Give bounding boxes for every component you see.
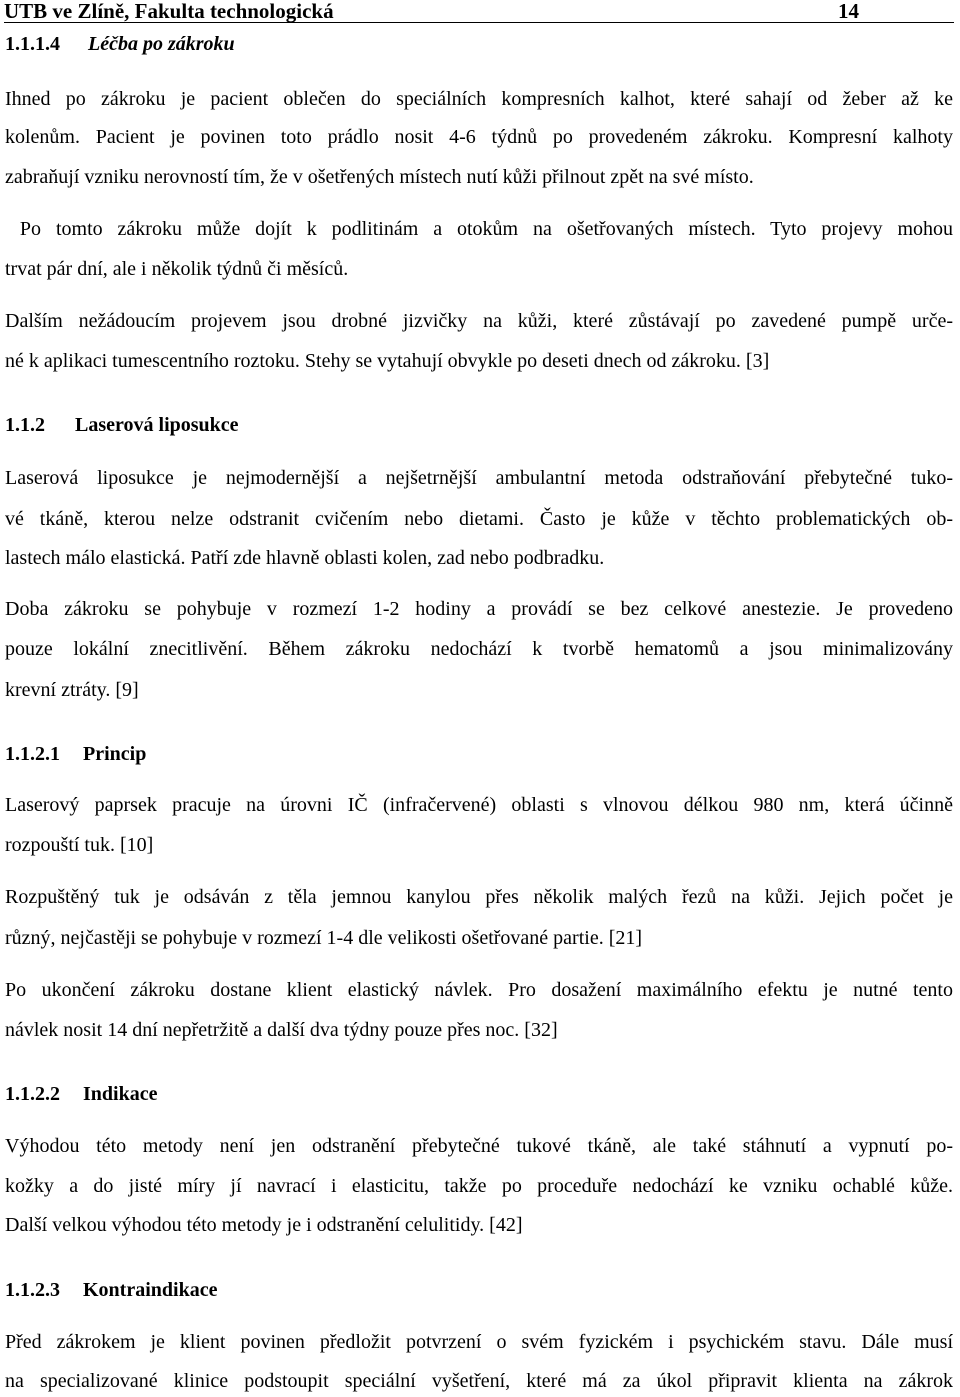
section-heading-1121 [5,741,146,767]
heading-number: 1.1.1.4 [5,33,60,55]
paragraph-line: Laserová liposukce je nejmodernější a nejšetrnější ambulantní metoda odstraňování přebytečné tuko- [5,467,953,489]
paragraph-line: různý, nejčastěji se pohybuje v rozmezí 1-4 dle velikosti ošetřované partie. [21] [5,927,643,949]
heading-title: Princip [83,743,147,765]
section-heading-1122 [5,1081,157,1107]
paragraph-line: Laserový paprsek pracuje na úrovni IČ (infračervené) oblasti s vlnovou délkou 980 nm, která účinně [5,794,953,816]
paragraph-line: Dalším nežádoucím projevem jsou drobné jizvičky na kůži, které zůstávají po zavedené pumpě urče- [5,310,953,332]
heading-title: Léčba po zákroku [88,33,235,55]
page-number: 14 [838,0,859,23]
paragraph-line: kožky a do jisté míry jí navrací i elasticitu, takže po proceduře nedochází ke vzniku ochablé kůže. [5,1175,953,1197]
paragraph-line: návlek nosit 14 dní nepřetržitě a další dva týdny pouze přes noc. [32] [5,1019,558,1041]
paragraph-line: zabraňují vzniku nerovností tím, že v ošetřených místech nutí kůži přilnout zpět na své místo. [5,166,754,188]
section-heading-1114 [5,31,235,57]
paragraph-line: rozpouští tuk. [10] [5,834,154,856]
paragraph-line: Po ukončení zákroku dostane klient elastický návlek. Pro dosažení maximálního efektu je nutné tento [5,979,953,1001]
paragraph-line: vé tkáně, kterou nelze odstranit cvičením nebo dietami. Často je kůže v těchto problematických ob- [5,508,953,530]
paragraph-line: na specializované klinice podstoupit speciální vyšetření, které má za úkol připravit klienta na zákrok [5,1370,953,1392]
paragraph-line: Ihned po zákroku je pacient oblečen do speciálních kompresních kalhot, které sahají od žeber až ke [5,88,953,110]
paragraph-line: Doba zákroku se pohybuje v rozmezí 1-2 hodiny a provádí se bez celkové anestezie. Je provedeno [5,598,953,620]
heading-title: Kontraindikace [83,1279,218,1301]
paragraph-line: Výhodou této metody není jen odstranění přebytečné tukové tkáně, ale také stáhnutí a vypnutí po- [5,1135,953,1157]
paragraph-line: kolenům. Pacient je povinen toto prádlo nosit 4-6 týdnů po provedeném zákroku. Kompresní kalhoty [5,126,953,148]
heading-number: 1.1.2.2 [5,1083,60,1105]
header-title: UTB ve Zlíně, Fakulta technologická [4,0,334,23]
page-header [4,0,954,23]
paragraph-line: pouze lokální znecitlivění. Během zákroku nedochází k tvorbě hematomů a jsou minimalizovány [5,638,953,660]
heading-number: 1.1.2.1 [5,743,60,765]
paragraph-line: Před zákrokem je klient povinen předložit potvrzení o svém fyzickém i psychickém stavu. Dále musí [5,1331,953,1353]
section-heading-112 [5,412,239,438]
paragraph-line: lastech málo elastická. Patří zde hlavně oblasti kolen, zad nebo podbradku. [5,547,605,569]
paragraph-line: Rozpuštěný tuk je odsáván z těla jemnou kanylou přes několik malých řezů na kůži. Jejich počet je [5,886,953,908]
heading-number: 1.1.2.3 [5,1279,60,1301]
heading-title: Laserová liposukce [75,414,239,436]
section-heading-1123 [5,1277,217,1303]
heading-number: 1.1.2 [5,414,45,436]
paragraph-line: trvat pár dní, ale i několik týdnů či měsíců. [5,258,349,280]
paragraph-line: né k aplikaci tumescentního roztoku. Stehy se vytahují obvykle po deseti dnech od zákroku. [3] [5,350,770,372]
paragraph-line: Po tomto zákroku může dojít k podlitinám a otokům na ošetřovaných místech. Tyto projevy mohou [5,218,953,240]
heading-title: Indikace [83,1083,158,1105]
paragraph-line: Další velkou výhodou této metody je i odstranění celulitidy. [42] [5,1214,523,1236]
paragraph-line: krevní ztráty. [9] [5,679,139,701]
